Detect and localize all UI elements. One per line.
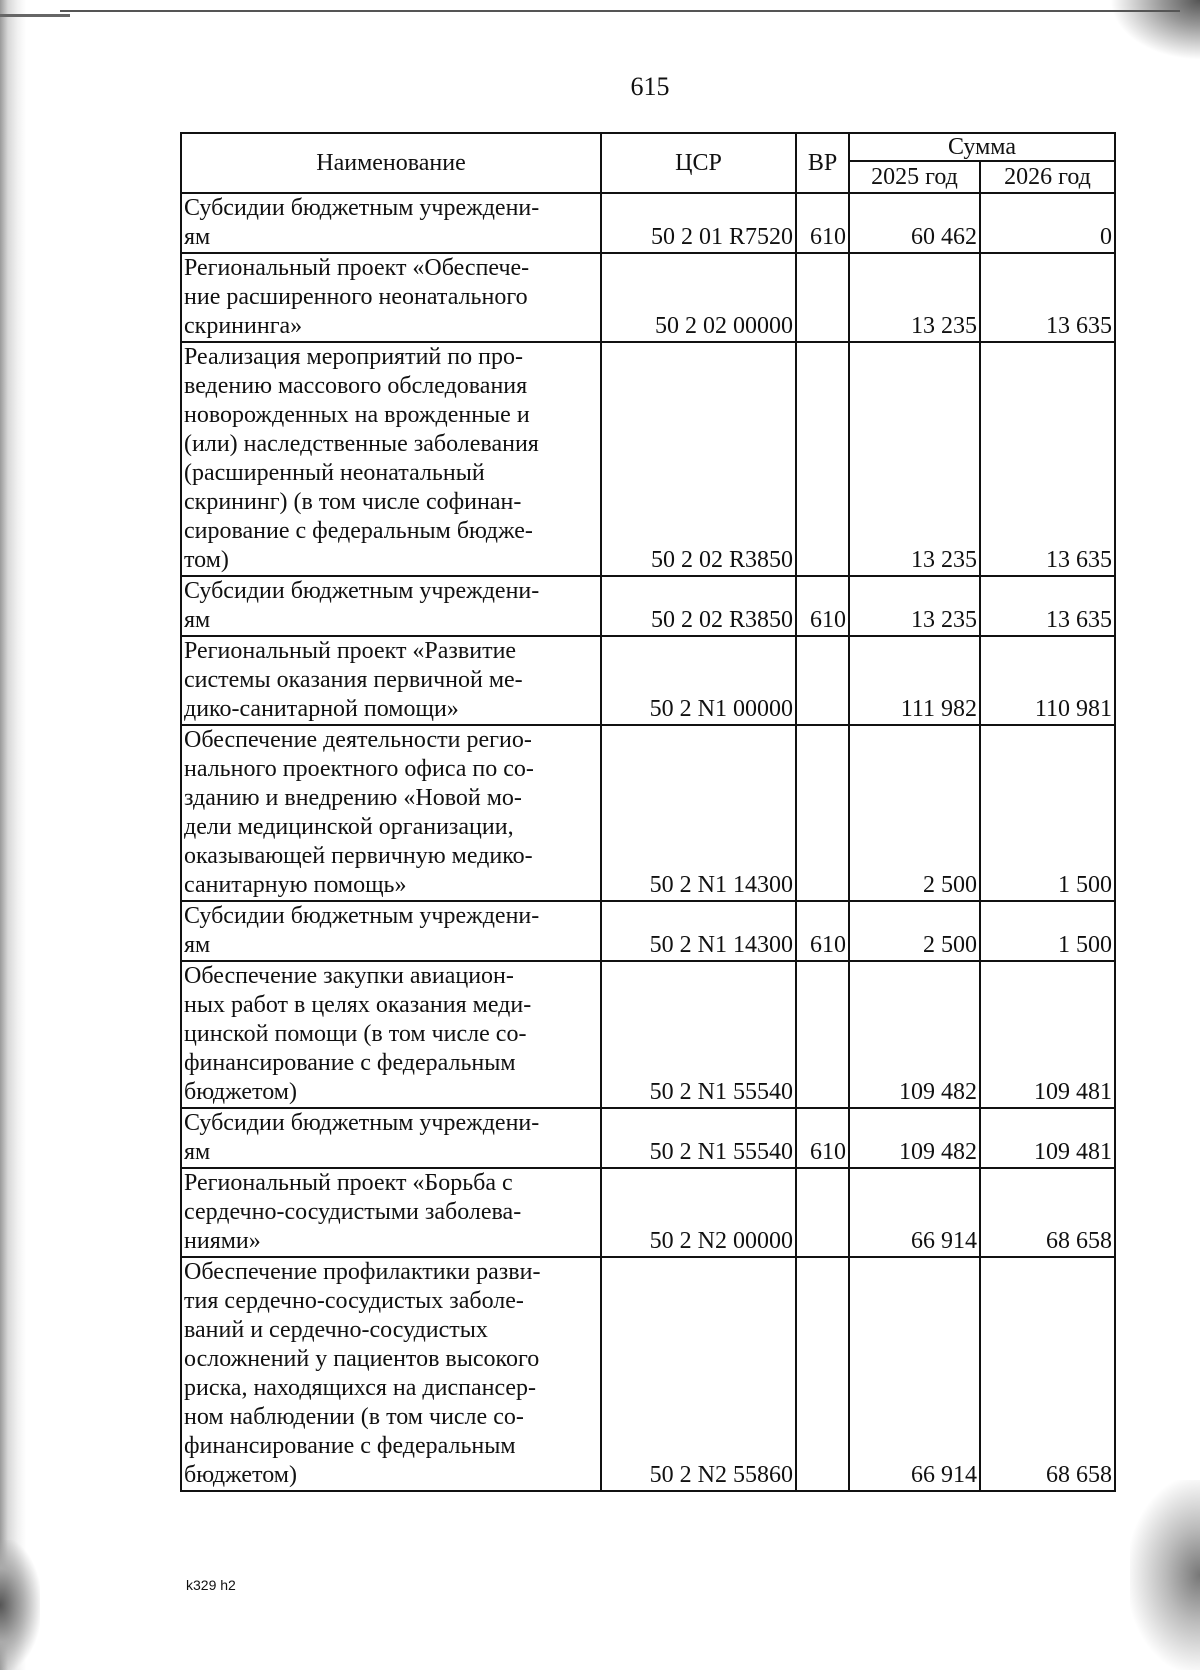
table-body [181, 193, 1115, 1491]
row-amount-2026: 0 [980, 193, 1115, 253]
row-name: Региональный проект «Развитие системы оказания первичной ме- дико-санитарной помощи» [181, 636, 601, 725]
row-amount-2025: 111 982 [849, 636, 980, 725]
row-name: Обеспечение закупки авиацион- ных работ в целях оказания меди- цинской помощи (в том числе со- финансирование с федеральным бюджетом) [181, 961, 601, 1108]
table-row [181, 576, 1115, 636]
row-vr: 610 [796, 1108, 849, 1168]
scan-shadow-right-top [1110, 0, 1200, 60]
header-csr: ЦСР [601, 133, 796, 193]
table-row [181, 1168, 1115, 1257]
scan-top-left-line [0, 14, 70, 17]
row-vr: 610 [796, 901, 849, 961]
row-name: Обеспечение деятельности регио- нального проектного офиса по со- зданию и внедрению «Новой мо- дели медицинской организации, оказывающей первичную медико- санитарную помощь» [181, 725, 601, 901]
table-row [181, 1257, 1115, 1491]
row-amount-2026: 13 635 [980, 253, 1115, 342]
row-name: Субсидии бюджетным учреждени- ям [181, 193, 601, 253]
header-year-2026: 2026 год [980, 161, 1115, 193]
row-vr [796, 253, 849, 342]
row-csr: 50 2 N1 55540 [601, 1108, 796, 1168]
footer-code: k329 h2 [186, 1577, 236, 1593]
row-vr [796, 342, 849, 576]
table-row [181, 1108, 1115, 1168]
table-row [181, 901, 1115, 961]
table-row [181, 193, 1115, 253]
table-row [181, 725, 1115, 901]
page-number: 615 [630, 72, 670, 101]
row-amount-2025: 13 235 [849, 576, 980, 636]
row-vr [796, 636, 849, 725]
row-amount-2026: 68 658 [980, 1257, 1115, 1491]
row-amount-2025: 109 482 [849, 1108, 980, 1168]
header-vr: ВР [796, 133, 849, 193]
row-csr: 50 2 02 R3850 [601, 576, 796, 636]
table-row [181, 961, 1115, 1108]
scan-shadow-left [0, 0, 26, 1670]
row-name: Реализация мероприятий по про- ведению массового обследования новорожденных на врожденные и (или) наследственные заболевания (расширенный неонатальный скрининг) (в том числе софинан- сирование с федеральным бюдже- том) [181, 342, 601, 576]
table-row [181, 253, 1115, 342]
budget-table [180, 132, 1116, 1492]
row-csr: 50 2 N1 14300 [601, 901, 796, 961]
row-amount-2026: 109 481 [980, 961, 1115, 1108]
row-vr: 610 [796, 193, 849, 253]
table-header [181, 133, 1115, 193]
row-amount-2025: 13 235 [849, 342, 980, 576]
row-amount-2025: 60 462 [849, 193, 980, 253]
row-name: Обеспечение профилактики разви- тия сердечно-сосудистых заболе- ваний и сердечно-сосудистых осложнений у пациентов высокого риска, находящихся на диспансер- ном наблюдении (в том числе со- финансирование с федеральным бюджетом) [181, 1257, 601, 1491]
row-name: Региональный проект «Борьба с сердечно-сосудистыми заболева- ниями» [181, 1168, 601, 1257]
row-csr: 50 2 N1 00000 [601, 636, 796, 725]
row-amount-2025: 66 914 [849, 1257, 980, 1491]
row-csr: 50 2 N1 14300 [601, 725, 796, 901]
row-name: Субсидии бюджетным учреждени- ям [181, 901, 601, 961]
header-year-2025: 2025 год [849, 161, 980, 193]
row-amount-2026: 109 481 [980, 1108, 1115, 1168]
row-csr: 50 2 02 00000 [601, 253, 796, 342]
header-name: Наименование [181, 133, 601, 193]
scan-top-edge-line [60, 10, 1180, 12]
row-csr: 50 2 N2 00000 [601, 1168, 796, 1257]
row-amount-2025: 2 500 [849, 725, 980, 901]
row-csr: 50 2 N2 55860 [601, 1257, 796, 1491]
row-amount-2026: 110 981 [980, 636, 1115, 725]
row-amount-2026: 13 635 [980, 342, 1115, 576]
row-amount-2025: 109 482 [849, 961, 980, 1108]
row-name: Региональный проект «Обеспече- ние расширенного неонатального скрининга» [181, 253, 601, 342]
row-amount-2026: 1 500 [980, 725, 1115, 901]
row-amount-2025: 2 500 [849, 901, 980, 961]
row-vr [796, 725, 849, 901]
row-vr: 610 [796, 576, 849, 636]
row-name: Субсидии бюджетным учреждени- ям [181, 576, 601, 636]
header-sum: Сумма [849, 133, 1115, 161]
table-row [181, 636, 1115, 725]
row-vr [796, 961, 849, 1108]
row-csr: 50 2 01 R7520 [601, 193, 796, 253]
row-vr [796, 1257, 849, 1491]
row-amount-2026: 13 635 [980, 576, 1115, 636]
row-amount-2026: 1 500 [980, 901, 1115, 961]
row-csr: 50 2 N1 55540 [601, 961, 796, 1108]
row-name: Субсидии бюджетным учреждени- ям [181, 1108, 601, 1168]
row-amount-2026: 68 658 [980, 1168, 1115, 1257]
row-amount-2025: 66 914 [849, 1168, 980, 1257]
row-csr: 50 2 02 R3850 [601, 342, 796, 576]
scan-shadow-left-bottom [0, 1540, 40, 1670]
scan-shadow-right-bottom [1130, 1480, 1200, 1670]
row-amount-2025: 13 235 [849, 253, 980, 342]
row-vr [796, 1168, 849, 1257]
table-row [181, 342, 1115, 576]
